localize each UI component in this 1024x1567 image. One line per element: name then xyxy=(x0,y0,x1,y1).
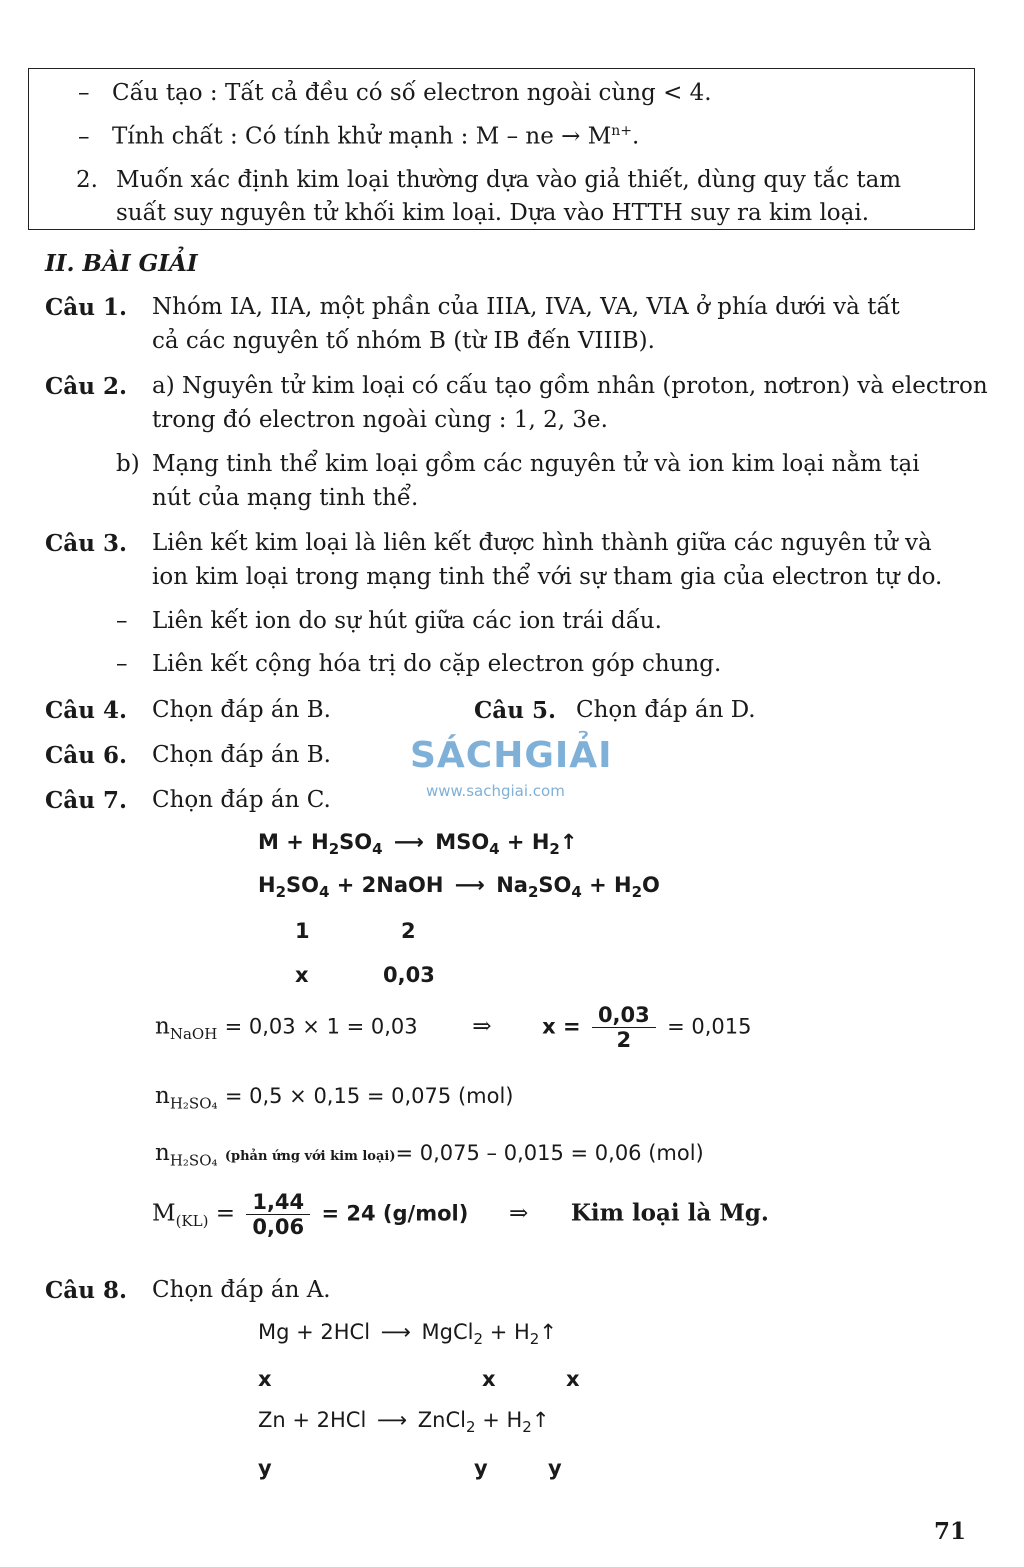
cau2-b-line1: Mạng tinh thể kim loại gồm các nguyên tử và ion kim loại nằm tại xyxy=(152,451,920,477)
watermark-url: www.sachgiai.com xyxy=(426,782,565,800)
box-item2-line1: Muốn xác định kim loại thường dựa vào giả thiết, dùng quy tắc tam xyxy=(116,167,902,193)
box-item2-line2: suất suy nguyên tử khối kim loại. Dựa vào HTTH suy ra kim loại. xyxy=(116,200,870,226)
cau3-line1: Liên kết kim loại là liên kết được hình thành giữa các nguyên tử và xyxy=(152,530,932,556)
cau7-equation-2: $H_2SO_4$ + 2NaOH ⟶ $Na_2SO_4 + H_2O$ xyxy=(258,873,660,902)
cau3-label: Câu 3. xyxy=(45,530,127,557)
reaction-arrow: ⟶ xyxy=(380,1320,411,1344)
cau8-equation-zn: Zn + 2HCl ⟶ ZnCl$_2$ + $H_2↑$ xyxy=(258,1408,550,1437)
cau7-calc-molar-mass: $M_{(KL)}$ = $\frac{1,44}{0,06}$ = 24 (g/mol) ⇒ Kim loại là Mg. xyxy=(152,1190,769,1239)
cau7-equation-1: $M + H_2SO_4$ ⟶ $MSO_4$ + $H_2↑$ xyxy=(258,830,578,859)
cau1-line2: cả các nguyên tố nhóm B (từ IB đến VIIIB). xyxy=(152,328,655,354)
reaction-arrow: ⟶ xyxy=(454,873,485,897)
cau8-row2-a: y xyxy=(258,1456,272,1480)
cau2-a-line2: trong đó electron ngoài cùng : 1, 2, 3e. xyxy=(152,407,608,433)
gas-up-arrow-icon: ↑ xyxy=(539,1320,557,1344)
sachgiai-watermark xyxy=(410,735,620,835)
cau8-label: Câu 8. xyxy=(45,1277,127,1304)
cau7-label: Câu 7. xyxy=(45,787,127,814)
cau2-label: Câu 2. xyxy=(45,373,127,400)
box-item2-number: 2. xyxy=(76,167,98,193)
cau2-b-label: b) xyxy=(116,451,140,477)
fraction-molar-mass: $\frac{1,44}{0,06}$ xyxy=(246,1190,310,1239)
cau8-row2-b: y xyxy=(474,1456,488,1480)
cau4-text: Chọn đáp án B. xyxy=(152,697,331,723)
cau2-b-line2: nút của mạng tinh thể. xyxy=(152,485,419,511)
cau8-row1-c: x xyxy=(566,1367,580,1391)
gas-up-arrow-icon: ↑ xyxy=(559,830,578,854)
cau3-line2: ion kim loại trong mạng tinh thể với sự tham gia của electron tự do. xyxy=(152,564,943,590)
cau7-ratio-1: 1 xyxy=(295,919,310,943)
fraction-x: $\frac{0,03}{2}$ xyxy=(592,1003,656,1052)
cau7-calc-naoh: $n_{NaOH} = 0,03 \times 1 = 0,03$ ⇒ x = $\frac{0,03}{2}$ = 0,015 xyxy=(155,1003,752,1052)
cau3-bullet1-dash: – xyxy=(116,608,128,634)
cau5-label: Câu 5. xyxy=(474,697,556,724)
box-line-property: – Tính chất : Có tính khử mạnh : M – ne → $M^{n+}$. xyxy=(78,123,640,150)
page-number: 71 xyxy=(934,1518,967,1545)
watermark-title: SÁCHGIẢI xyxy=(410,735,613,776)
cau7-text: Chọn đáp án C. xyxy=(152,787,331,813)
cau3-bullet2-dash: – xyxy=(116,651,128,677)
cau7-mol-2: 0,03 xyxy=(383,963,435,987)
cau8-row1-b: x xyxy=(482,1367,496,1391)
reaction-arrow: ⟶ xyxy=(393,830,424,854)
cau8-row1-a: x xyxy=(258,1367,272,1391)
cau5-text: Chọn đáp án D. xyxy=(576,697,756,723)
cau3-bullet2: Liên kết cộng hóa trị do cặp electron góp chung. xyxy=(152,651,722,677)
section-title: II. BÀI GIẢI xyxy=(45,250,198,277)
cau8-equation-mg: Mg + 2HCl ⟶ MgCl$_2$ + $H_2↑$ xyxy=(258,1320,557,1349)
cau8-text: Chọn đáp án A. xyxy=(152,1277,331,1303)
box-line-structure: – Cấu tạo : Tất cả đều có số electron ngoài cùng < 4. xyxy=(78,80,712,106)
cau7-ratio-2: 2 xyxy=(401,919,416,943)
gas-up-arrow-icon: ↑ xyxy=(531,1408,550,1432)
cau7-mol-1: x xyxy=(295,963,309,987)
cau7-calc-h2so4-total: $n_{H_2SO_4} = 0,5 \times 0,15 = 0,075$ (mol) xyxy=(155,1083,514,1113)
cau6-text: Chọn đáp án B. xyxy=(152,742,331,768)
cau6-label: Câu 6. xyxy=(45,742,127,769)
cau1-label: Câu 1. xyxy=(45,294,127,321)
cau2-a-line1: a) Nguyên tử kim loại có cấu tạo gồm nhân (proton, nơtron) và electron xyxy=(152,373,988,399)
cau7-calc-h2so4-reacted: $n_{H_2SO_4}$ (phản ứng với kim loại)= 0,075 – 0,015 = 0,06 (mol) xyxy=(155,1140,704,1170)
cau8-row2-c: y xyxy=(548,1456,562,1480)
cau1-line1: Nhóm IA, IIA, một phần của IIIA, IVA, VA, VIA ở phía dưới và tất xyxy=(152,294,900,320)
cau3-bullet1: Liên kết ion do sự hút giữa các ion trái dấu. xyxy=(152,608,662,634)
reaction-arrow: ⟶ xyxy=(376,1408,408,1432)
cau4-label: Câu 4. xyxy=(45,697,127,724)
